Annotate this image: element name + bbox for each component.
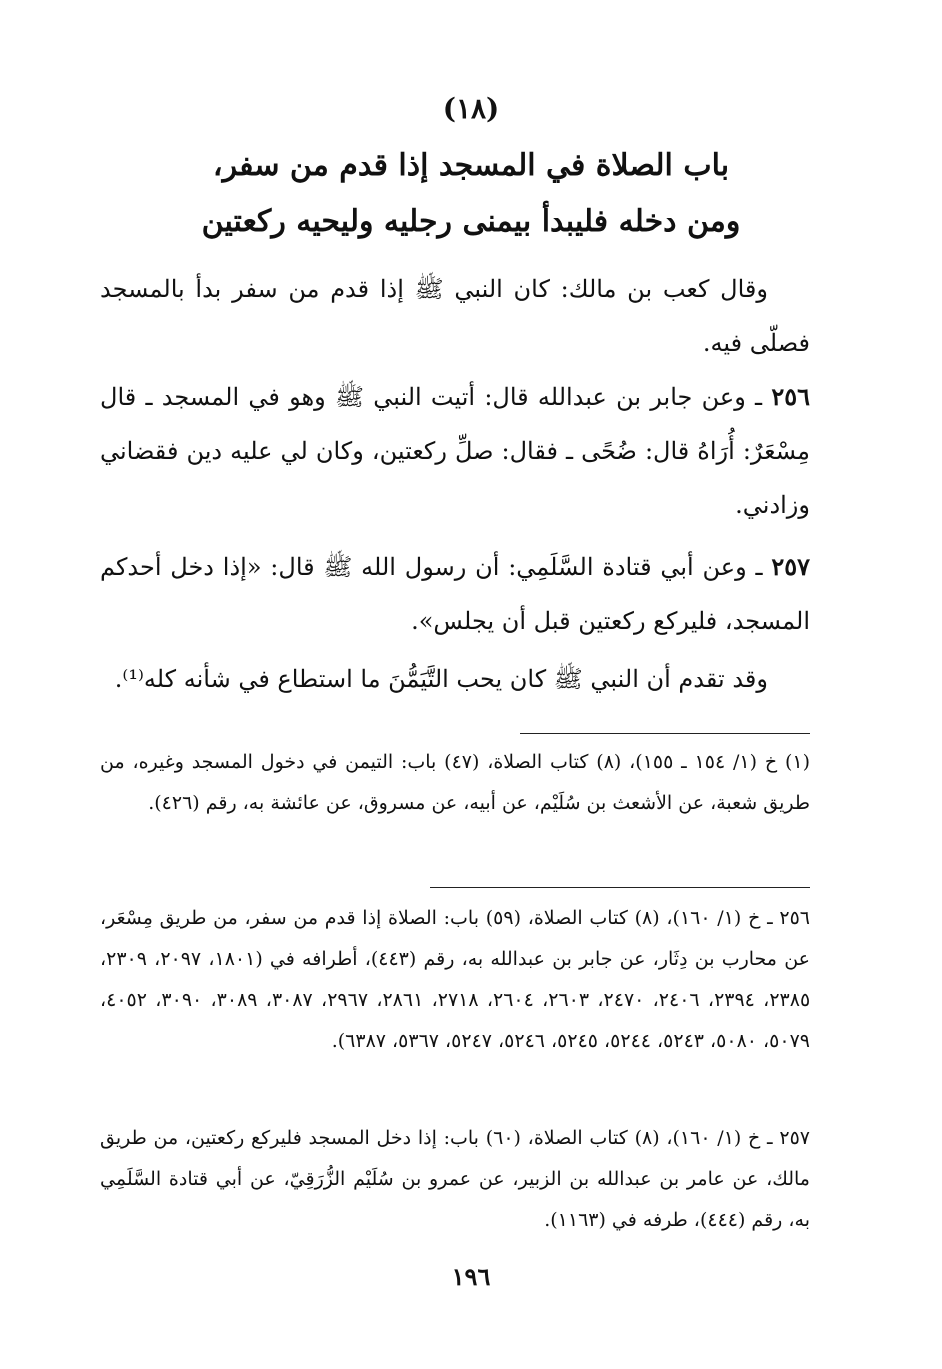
hadith-257-number: ٢٥٧ — [771, 552, 810, 581]
hadith-257-text: ـ وعن أبي قتادة السَّلَمِي: أن رسول الله ﷺ قال: «إذا دخل أحدكم المسجد، فليركع ركعتين قبل أن يجلس». — [100, 553, 810, 635]
intro-paragraph: وقال كعب بن مالك: كان النبي ﷺ إذا قدم من سفر بدأ بالمسجد فصلّى فيه. — [100, 275, 810, 357]
chapter-title-line-2: ومن دخله فليبدأ بيمنى رجليه وليحيه ركعتين — [201, 204, 741, 239]
hadith-256-paragraph — [100, 370, 810, 532]
chapter-title-line-1: باب الصلاة في المسجد إذا قدم من سفر، — [212, 148, 730, 183]
chapter-number: (١٨) — [442, 92, 500, 125]
hadith-256-number: ٢٥٦ — [771, 382, 810, 411]
closing-paragraph: وقد تقدم أن النبي ﷺ كان يحب التَّيَمُّنَ ما استطاع في شأنه كله⁽¹⁾. — [114, 665, 768, 693]
footnote-divider — [520, 733, 810, 734]
reference-257: ٢٥٧ ـ خ (١/ ١٦٠)، (٨) كتاب الصلاة، (٦٠) باب: إذا دخل المسجد فليركع ركعتين، من طريق مالك، عن عامر بن عبدالله بن الزبير، عن عمرو بن سُلَيْم الزُّرَقِيّ، عن أبي قتادة السَّلَمِي به، رقم (٤٤٤)، طرفه في (١١٦٣). — [100, 1127, 810, 1231]
hadith-257-paragraph — [100, 540, 810, 648]
hadith-256-text: ـ وعن جابر بن عبدالله قال: أتيت النبي ﷺ وهو في المسجد ـ قال مِسْعَرٌ: أُرَاهُ قال: ضُحًى ـ فقال: صلِّ ركعتين، وكان لي عليه دين فقضاني وزادني. — [100, 383, 810, 519]
reference-256: ٢٥٦ ـ خ (١/ ١٦٠)، (٨) كتاب الصلاة، (٥٩) باب: الصلاة إذا قدم من سفر، من طريق مِسْعَر، عن محارب بن دِثَار، عن جابر بن عبدالله به، رقم (٤٤٣)، أطرافه في (١٨٠١، ٢٠٩٧، ٢٣٠٩، ٢٣٨٥، ٢٣٩٤، ٢٤٠٦، ٢٤٧٠، ٢٦٠٣، ٢٦٠٤، ٢٧١٨، ٢٨٦١، ٢٩٦٧، ٣٠٨٧، ٣٠٨٩، ٣٠٩٠، ٤٠٥٢، ٥٠٧٩، ٥٠٨٠، ٥٢٤٣، ٥٢٤٤، ٥٢٤٥، ٥٢٤٦، ٥٢٤٧، ٥٣٦٧، ٦٣٨٧). — [100, 907, 811, 1052]
references-divider — [430, 887, 810, 888]
footnote-1: (١) خ (١/ ١٥٤ ـ ١٥٥)، (٨) كتاب الصلاة، (٤٧) باب: التيمن في دخول المسجد وغيره، من طريق شعبة، عن الأشعث بن سُلَيْم، عن أبيه، عن مسروق، عن عائشة به، رقم (٤٢٦). — [100, 751, 810, 814]
page-number: ١٩٦ — [451, 1262, 491, 1291]
